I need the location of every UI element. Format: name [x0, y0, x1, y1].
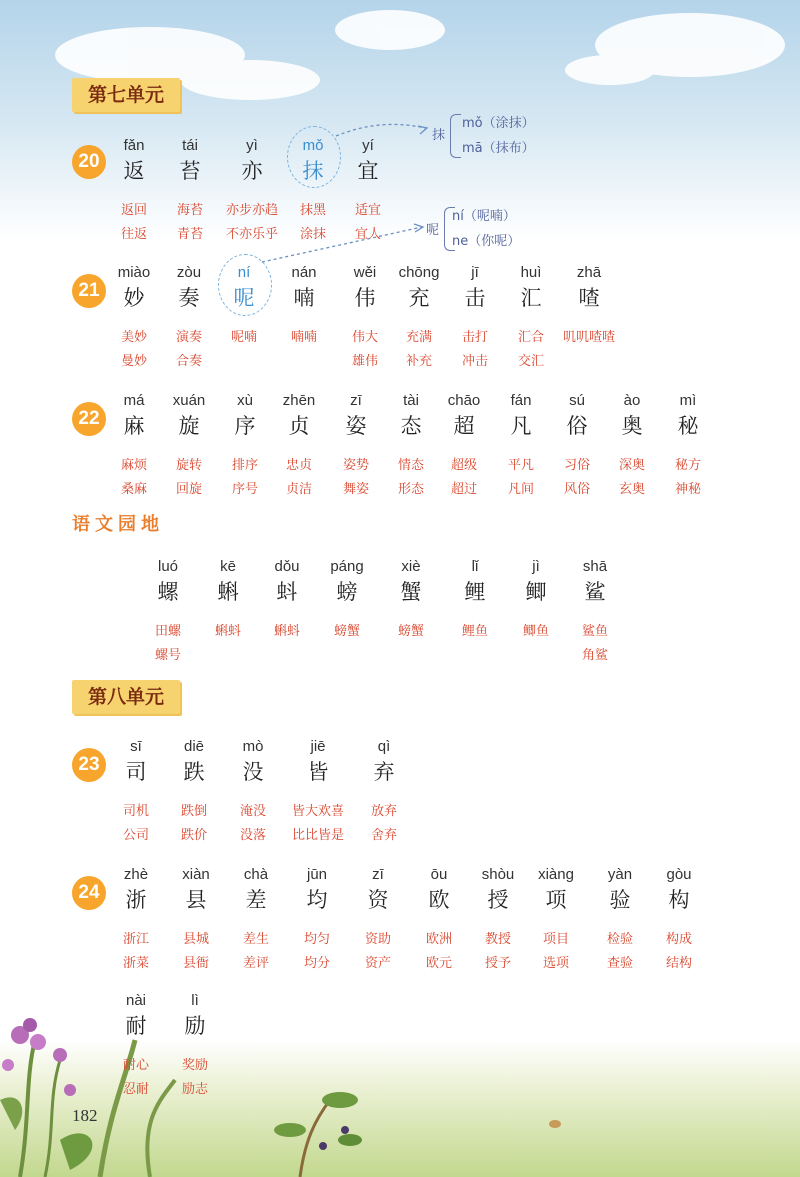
pinyin: kē — [220, 558, 236, 575]
pinyin: huì — [520, 264, 542, 281]
pinyin: chōng — [398, 264, 440, 281]
character: 秘 — [677, 414, 699, 438]
word: 跌价 — [180, 828, 207, 843]
character: 鲨 — [584, 580, 606, 604]
character: 充 — [408, 286, 430, 310]
word-list — [157, 1054, 233, 1102]
char-card-mi — [650, 392, 726, 502]
character: 耐 — [125, 1014, 147, 1038]
word: 田螺 — [154, 624, 181, 639]
character: 苔 — [179, 159, 201, 183]
pinyin: zhè — [123, 866, 149, 883]
word: 检验 — [606, 932, 633, 947]
character: 县 — [185, 888, 207, 912]
word: 秘方 — [674, 458, 701, 473]
word: 鲨鱼 — [581, 624, 608, 639]
word: 抹黑 — [299, 203, 326, 218]
pinyin: luó — [157, 558, 179, 575]
pinyin: sī — [130, 738, 142, 755]
callout-ni — [426, 205, 556, 255]
pinyin: páng — [330, 558, 364, 575]
character: 鲤 — [464, 580, 486, 604]
pinyin: diē — [183, 738, 205, 755]
lesson-23-badge: 23 — [72, 748, 106, 782]
character: 击 — [464, 286, 486, 310]
word: 均分 — [303, 956, 330, 971]
character: 皆 — [307, 760, 329, 784]
word: 风俗 — [563, 482, 590, 497]
word: 鲫鱼 — [522, 624, 549, 639]
word-list — [641, 928, 717, 976]
character: 旋 — [178, 414, 200, 438]
word: 资产 — [364, 956, 391, 971]
pinyin: shā — [582, 558, 608, 575]
character: 喳 — [578, 286, 600, 310]
character: 汇 — [520, 286, 542, 310]
word: 角鲨 — [581, 648, 608, 663]
pinyin: nán — [291, 264, 317, 281]
word: 麻烦 — [120, 458, 147, 473]
character: 蚪 — [276, 580, 298, 604]
word-list — [280, 800, 356, 848]
word: 跌倒 — [180, 804, 207, 819]
word: 奖励 — [181, 1058, 208, 1073]
word: 螃蟹 — [397, 624, 424, 639]
word: 浙菜 — [122, 956, 149, 971]
word: 充满 — [405, 330, 432, 345]
word: 蝌蚪 — [214, 624, 241, 639]
character: 欧 — [428, 888, 450, 912]
pinyin: yàn — [607, 866, 633, 883]
word: 舍弃 — [370, 828, 397, 843]
character: 跌 — [183, 760, 205, 784]
word: 励志 — [181, 1082, 208, 1097]
char-card-sha — [557, 558, 633, 668]
character: 司 — [125, 760, 147, 784]
word-list — [557, 620, 633, 668]
character: 弃 — [373, 760, 395, 784]
word: 选项 — [542, 956, 569, 971]
character: 宜 — [357, 159, 379, 183]
callout-reading-2: ne（你呢） — [452, 234, 521, 249]
pinyin: wěi — [353, 264, 377, 281]
character: 验 — [609, 888, 631, 912]
pinyin: lì — [191, 992, 199, 1009]
word: 凡间 — [507, 482, 534, 497]
pinyin: tài — [403, 392, 419, 409]
pinyin: zī — [372, 866, 384, 883]
word: 教授 — [484, 932, 511, 947]
word: 公司 — [122, 828, 149, 843]
word: 交汇 — [517, 354, 544, 369]
word: 情态 — [397, 458, 424, 473]
word: 平凡 — [507, 458, 534, 473]
pinyin: ní — [237, 264, 251, 281]
pinyin: fán — [510, 392, 532, 409]
character: 没 — [242, 760, 264, 784]
word: 击打 — [461, 330, 488, 345]
pinyin: fǎn — [123, 137, 145, 154]
character: 态 — [400, 414, 422, 438]
word: 习俗 — [563, 458, 590, 473]
character: 亦 — [241, 159, 263, 183]
word: 返回 — [120, 203, 147, 218]
character: 奏 — [178, 286, 200, 310]
pinyin: jì — [532, 558, 540, 575]
pinyin: xù — [237, 392, 253, 409]
pinyin: zòu — [176, 264, 202, 281]
pinyin: mì — [679, 392, 697, 409]
word: 皆大欢喜 — [291, 804, 344, 819]
word: 形态 — [397, 482, 424, 497]
pinyin: jī — [471, 264, 479, 281]
word: 项目 — [542, 932, 569, 947]
character: 返 — [123, 159, 145, 183]
word: 雄伟 — [351, 354, 378, 369]
character: 螃 — [336, 580, 358, 604]
word: 超过 — [450, 482, 477, 497]
word: 叽叽喳喳 — [562, 330, 615, 345]
word: 往返 — [120, 227, 147, 242]
callout-char: 呢 — [426, 223, 440, 238]
char-card-li2 — [157, 992, 233, 1102]
page-number: 182 — [72, 1106, 98, 1125]
character: 妙 — [123, 286, 145, 310]
word: 深奥 — [618, 458, 645, 473]
word: 汇合 — [517, 330, 544, 345]
lesson-24-badge: 24 — [72, 876, 106, 910]
unit8-title: 第八单元 — [72, 680, 180, 714]
callout-mo — [432, 112, 562, 162]
word: 玄奥 — [618, 482, 645, 497]
pinyin: xuán — [172, 392, 206, 409]
character: 浙 — [125, 888, 147, 912]
callout-char: 抹 — [432, 128, 446, 143]
char-card-jie — [280, 738, 356, 848]
word: 呢喃 — [230, 330, 257, 345]
pinyin: mò — [242, 738, 264, 755]
pinyin: ōu — [430, 866, 448, 883]
word: 均匀 — [303, 932, 330, 947]
pinyin: yì — [246, 137, 258, 154]
pinyin: gòu — [666, 866, 692, 883]
pinyin: zī — [350, 392, 362, 409]
character: 序 — [234, 414, 256, 438]
pinyin: zhā — [576, 264, 602, 281]
word: 旋转 — [175, 458, 202, 473]
word: 青苔 — [176, 227, 203, 242]
pinyin: nài — [125, 992, 147, 1009]
character: 伟 — [354, 286, 376, 310]
word: 司机 — [122, 804, 149, 819]
word: 没落 — [239, 828, 266, 843]
lesson-21-badge: 21 — [72, 274, 106, 308]
pinyin: xiàn — [182, 866, 210, 883]
word: 姿势 — [342, 458, 369, 473]
pinyin: xiè — [401, 558, 421, 575]
word-list — [650, 454, 726, 502]
word: 桑麻 — [120, 482, 147, 497]
brace-icon — [450, 114, 461, 158]
pinyin: xiàng — [538, 866, 574, 883]
pinyin: zhēn — [282, 392, 316, 409]
word: 忠贞 — [285, 458, 312, 473]
pinyin: jiē — [310, 738, 326, 755]
character: 差 — [245, 888, 267, 912]
pinyin: sú — [569, 392, 585, 409]
pinyin: má — [123, 392, 145, 409]
word: 喃喃 — [290, 330, 317, 345]
pinyin: miào — [117, 264, 151, 281]
pinyin: jūn — [306, 866, 328, 883]
character: 麻 — [123, 414, 145, 438]
word: 亦步亦趋 — [225, 203, 278, 218]
character: 励 — [184, 1014, 206, 1038]
character: 蟹 — [400, 580, 422, 604]
word: 超级 — [450, 458, 477, 473]
word: 资助 — [364, 932, 391, 947]
word: 县城 — [182, 932, 209, 947]
word: 舞姿 — [342, 482, 369, 497]
word: 螺号 — [154, 648, 181, 663]
lesson-22-badge: 22 — [72, 402, 106, 436]
character: 呢 — [233, 286, 255, 310]
word: 忍耐 — [122, 1082, 149, 1097]
word: 浙江 — [122, 932, 149, 947]
word: 伟大 — [351, 330, 378, 345]
character: 姿 — [345, 414, 367, 438]
garden-title: 语文园地 — [72, 514, 164, 535]
char-card-yi2 — [330, 137, 406, 247]
word: 放弃 — [370, 804, 397, 819]
word: 结构 — [665, 956, 692, 971]
word: 涂抹 — [299, 227, 326, 242]
character: 俗 — [566, 414, 588, 438]
pinyin: qì — [377, 738, 391, 755]
word: 神秘 — [674, 482, 701, 497]
pinyin: dǒu — [274, 558, 300, 575]
word: 补充 — [405, 354, 432, 369]
word: 差评 — [242, 956, 269, 971]
word-list — [551, 326, 627, 350]
pinyin: tái — [182, 137, 198, 154]
word: 查验 — [606, 956, 633, 971]
callout-reading-1: ní（呢喃） — [452, 209, 516, 224]
word-list — [330, 199, 406, 247]
word: 构成 — [665, 932, 692, 947]
word: 欧元 — [425, 956, 452, 971]
word: 鲤鱼 — [461, 624, 488, 639]
word: 比比皆是 — [291, 828, 344, 843]
character: 构 — [668, 888, 690, 912]
word: 贞洁 — [285, 482, 312, 497]
word: 螃蟹 — [333, 624, 360, 639]
word: 差生 — [242, 932, 269, 947]
word: 回旋 — [175, 482, 202, 497]
character: 均 — [306, 888, 328, 912]
lesson-20-badge: 20 — [72, 145, 106, 179]
word: 耐心 — [122, 1058, 149, 1073]
word: 冲击 — [461, 354, 488, 369]
pinyin: yí — [362, 137, 374, 154]
pinyin: chāo — [447, 392, 481, 409]
character: 抹 — [302, 159, 324, 183]
word: 不亦乐乎 — [225, 227, 278, 242]
word: 淹没 — [239, 804, 266, 819]
word: 欧洲 — [425, 932, 452, 947]
word: 海苔 — [176, 203, 203, 218]
char-card-gou — [641, 866, 717, 976]
pinyin: lǐ — [471, 558, 479, 575]
character: 项 — [545, 888, 567, 912]
character: 奥 — [621, 414, 643, 438]
word: 演奏 — [175, 330, 202, 345]
character: 贞 — [288, 414, 310, 438]
character: 鲫 — [525, 580, 547, 604]
word: 授予 — [484, 956, 511, 971]
character: 蝌 — [217, 580, 239, 604]
character: 螺 — [157, 580, 179, 604]
word: 序号 — [231, 482, 258, 497]
char-card-qi — [346, 738, 422, 848]
word: 排序 — [231, 458, 258, 473]
word: 宜人 — [354, 227, 381, 242]
word: 蝌蚪 — [273, 624, 300, 639]
character: 授 — [487, 888, 509, 912]
word: 合奏 — [175, 354, 202, 369]
word: 适宜 — [354, 203, 381, 218]
word: 曼妙 — [120, 354, 147, 369]
pinyin: shòu — [481, 866, 515, 883]
unit7-title: 第七单元 — [72, 78, 180, 112]
word-list — [346, 800, 422, 848]
character: 凡 — [510, 414, 532, 438]
char-card-zha — [551, 264, 627, 350]
callout-reading-1: mǒ（涂抹） — [462, 116, 535, 131]
character: 超 — [453, 414, 475, 438]
word: 县衙 — [182, 956, 209, 971]
pinyin: ào — [623, 392, 641, 409]
callout-reading-2: mā（抹布） — [462, 141, 535, 156]
character: 喃 — [293, 286, 315, 310]
character: 资 — [367, 888, 389, 912]
word: 美妙 — [120, 330, 147, 345]
pinyin: mǒ — [302, 137, 324, 154]
pinyin: chà — [243, 866, 269, 883]
